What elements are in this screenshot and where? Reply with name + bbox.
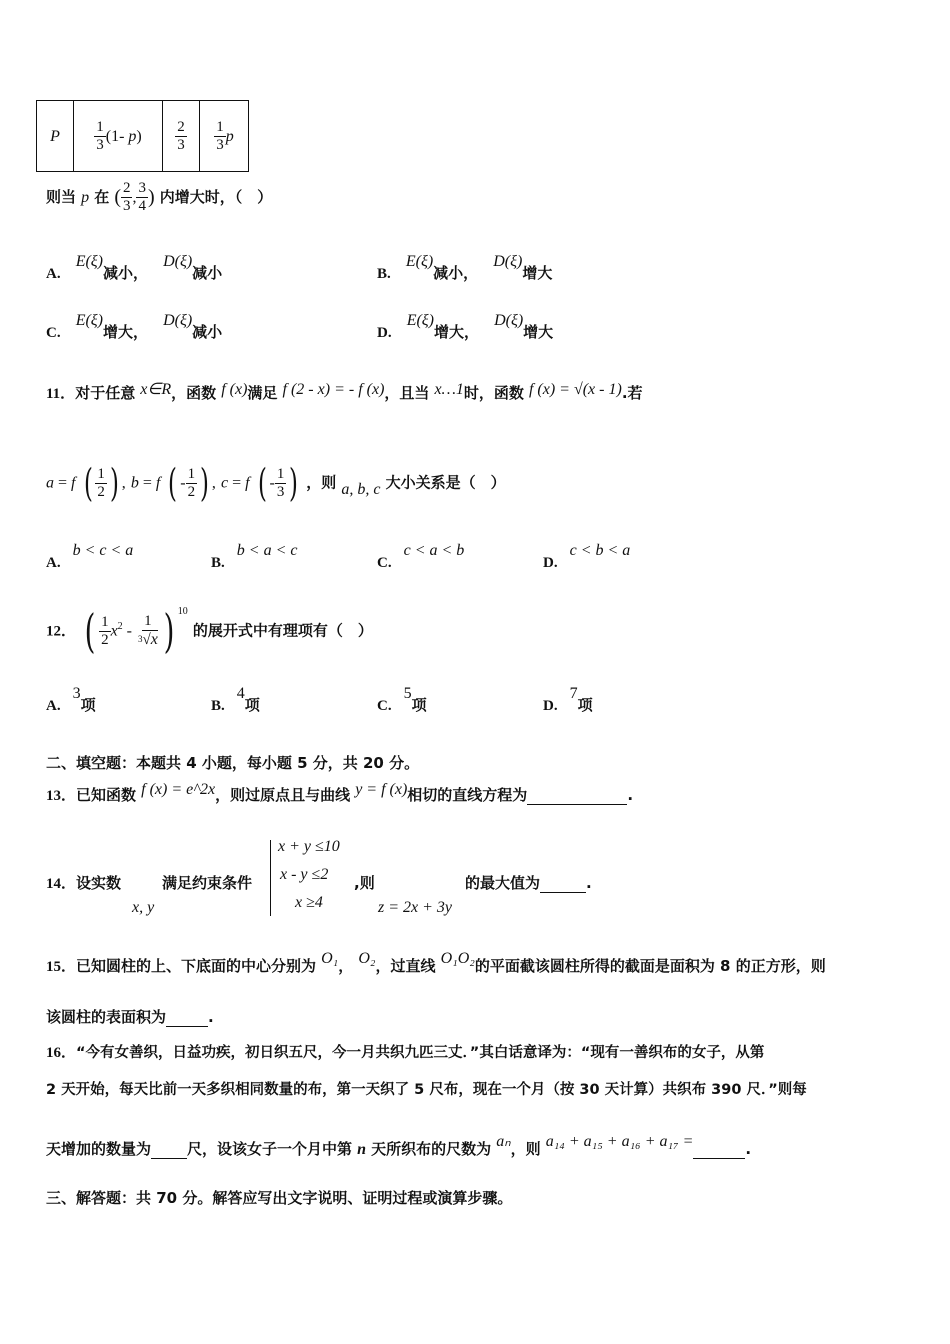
q14-constraint-3: x ≥4 [295, 894, 323, 911]
q12-stem: 12． ( $\frac{1}{2}$ $x^2$ - $\frac{1}{^3√x}$ ) $^{10}$ 的展开式中有理项有（ ） [46, 604, 373, 658]
q14-text-3: ,则 [354, 874, 375, 892]
q15-stem: 15．已知圆柱的上、下底面的中心分别为 O₁， O₂，过直线 O₁O₂的平面截该圆柱所得的截面是面积为 8 的正方形，则 [46, 950, 826, 975]
q13-answer-blank[interactable] [527, 785, 627, 805]
q12-option-a[interactable]: A.3项 [46, 685, 96, 714]
q12-option-b[interactable]: B.4项 [211, 685, 260, 714]
q14-text-2: 满足约束条件 [162, 874, 253, 892]
q14-answer-blank[interactable] [540, 873, 586, 893]
q11-option-a[interactable]: A.b < c < a [46, 542, 134, 571]
q13-stem: 13．已知函数 f (x) = e^2x，则过原点且与曲线 y = f (x)相切的直线方程为 . [46, 781, 634, 804]
q12-option-d[interactable]: D.7项 [543, 685, 593, 714]
q11-option-b[interactable]: B.b < a < c [211, 542, 298, 571]
q16-line-3: 天增加的数量为 尺，设该女子一个月中第 n 天所织布的尺数为 aₙ，则 a₁₄ + a₁₅ + a₁₆ + a₁₇ = . [46, 1133, 752, 1158]
q10-option-b[interactable]: B. E(ξ)减小， D(ξ)增大 [377, 253, 553, 282]
section-3-heading: 三、解答题：共 70 分。解答应写出文字说明、证明过程或演算步骤。 [46, 1189, 513, 1207]
q11-definitions: a = f ( $\frac{1}{2}$ ) , b = f ( - $\frac{1}{2}$ ) , c = f ( - $\frac{1}{3}$ ) ，则 a, b, c 大小关系是（ ） [46, 461, 506, 505]
q16-answer-blank-1[interactable] [151, 1139, 187, 1159]
q16-line-1: 16．“今有女善织，日益功疾，初日织五尺，今一月共织九匹三丈．”其白话意译为：“现有一善织布的女子，从第 [46, 1045, 765, 1061]
table-row-label: P [37, 101, 74, 172]
q11-option-d[interactable]: D.c < b < a [543, 542, 631, 571]
q14-stem: 14．设实数 [46, 874, 122, 892]
table-cell-2: $\frac{2}{3}$ [163, 101, 200, 172]
q15-line-2: 该圆柱的表面积为 . [46, 1008, 214, 1026]
q14-tail: 的最大值为 . [465, 874, 592, 892]
q10-option-a[interactable]: A. E(ξ)减小， D(ξ)减小 [46, 253, 223, 282]
q15-answer-blank[interactable] [166, 1007, 208, 1027]
q14-objective: z = 2x + 3y [378, 899, 453, 916]
q14-vars: x, y [132, 899, 155, 916]
q12-option-c[interactable]: C.5项 [377, 685, 427, 714]
q10-option-c[interactable]: C. E(ξ)增大， D(ξ)减小 [46, 312, 223, 341]
table-cell-1: $\frac{1}{3}$ (1- p) [74, 101, 163, 172]
q11-stem: 11．对于任意 x∈R，函数 f (x)满足 f (2 - x) = - f (x)，且当 x…1时，函数 f (x) = √(x - 1).若 [46, 381, 643, 402]
q10-option-d[interactable]: D. E(ξ)增大， D(ξ)增大 [377, 312, 554, 341]
q16-line-2: 2 天开始，每天比前一天多织相同数量的布，第一天织了 5 尺布，现在一个月（按 30 天计算）共织布 390 尺．”则每 [46, 1082, 807, 1098]
q10-stem: 则当 p 在 ( $\frac{2}{3}$ , $\frac{3}{4}$ ) 内增大时，（ ） [46, 180, 273, 214]
q14-constraint-1: x + y ≤10 [278, 838, 340, 855]
q14-constraint-brace [270, 840, 271, 916]
table-cell-3: $\frac{1}{3}$ p [200, 101, 249, 172]
q16-answer-blank-2[interactable] [693, 1139, 745, 1159]
section-2-heading: 二、填空题：本题共 4 小题，每小题 5 分，共 20 分。 [46, 754, 420, 772]
q11-option-c[interactable]: C.c < a < b [377, 542, 465, 571]
distribution-table [36, 100, 249, 172]
q14-constraint-2: x - y ≤2 [280, 866, 329, 883]
